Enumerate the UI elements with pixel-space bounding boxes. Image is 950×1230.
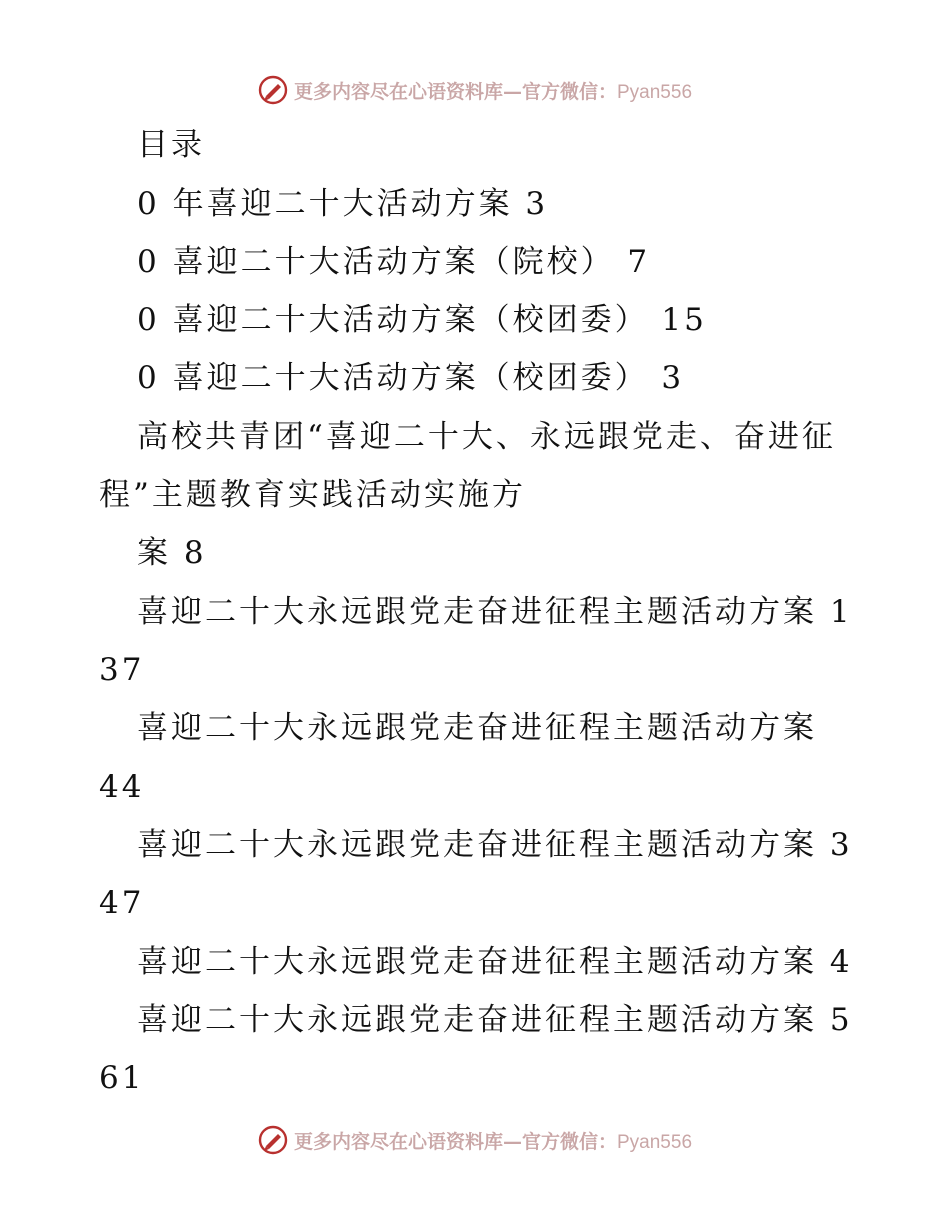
toc-entry: 0 喜迎二十大活动方案（校团委） 3 (137, 360, 685, 396)
toc-entry: 喜迎二十大永远跟党走奋进征程主题活动方案 (137, 710, 817, 746)
toc-entry: 高校共青团“喜迎二十大、永远跟党走、奋进征 (137, 419, 836, 455)
pen-logo-icon (258, 75, 288, 105)
footer-watermark (0, 1122, 950, 1158)
toc-entry: 喜迎二十大永远跟党走奋进征程主题活动方案 5 (137, 1002, 853, 1038)
toc-entry: 喜迎二十大永远跟党走奋进征程主题活动方案 1 (137, 594, 853, 630)
toc-entry: 喜迎二十大永远跟党走奋进征程主题活动方案 4 (137, 944, 853, 980)
toc-entry-continuation: 程”主题教育实践活动实施方 (99, 477, 526, 513)
header-watermark (0, 72, 950, 108)
toc-entry: 0 年喜迎二十大活动方案 3 (137, 186, 549, 222)
toc-entry: 0 喜迎二十大活动方案（校团委） 15 (137, 302, 707, 338)
toc-entry-continuation: 37 (99, 652, 145, 688)
pen-logo-icon (258, 1125, 288, 1155)
toc-entry-continuation: 44 (99, 769, 145, 805)
watermark-text: 更多内容尽在心语资料库—官方微信：Pyan556 (293, 80, 693, 103)
watermark-text: 更多内容尽在心语资料库—官方微信：Pyan556 (293, 1130, 693, 1153)
toc-entry-continuation: 案 8 (137, 535, 207, 571)
toc-title: 目录 (137, 127, 205, 163)
toc-entry: 0 喜迎二十大活动方案（院校） 7 (137, 244, 651, 280)
toc-entry-continuation: 61 (99, 1060, 145, 1096)
toc-entry-continuation: 47 (99, 885, 145, 921)
toc-entry: 喜迎二十大永远跟党走奋进征程主题活动方案 3 (137, 827, 853, 863)
